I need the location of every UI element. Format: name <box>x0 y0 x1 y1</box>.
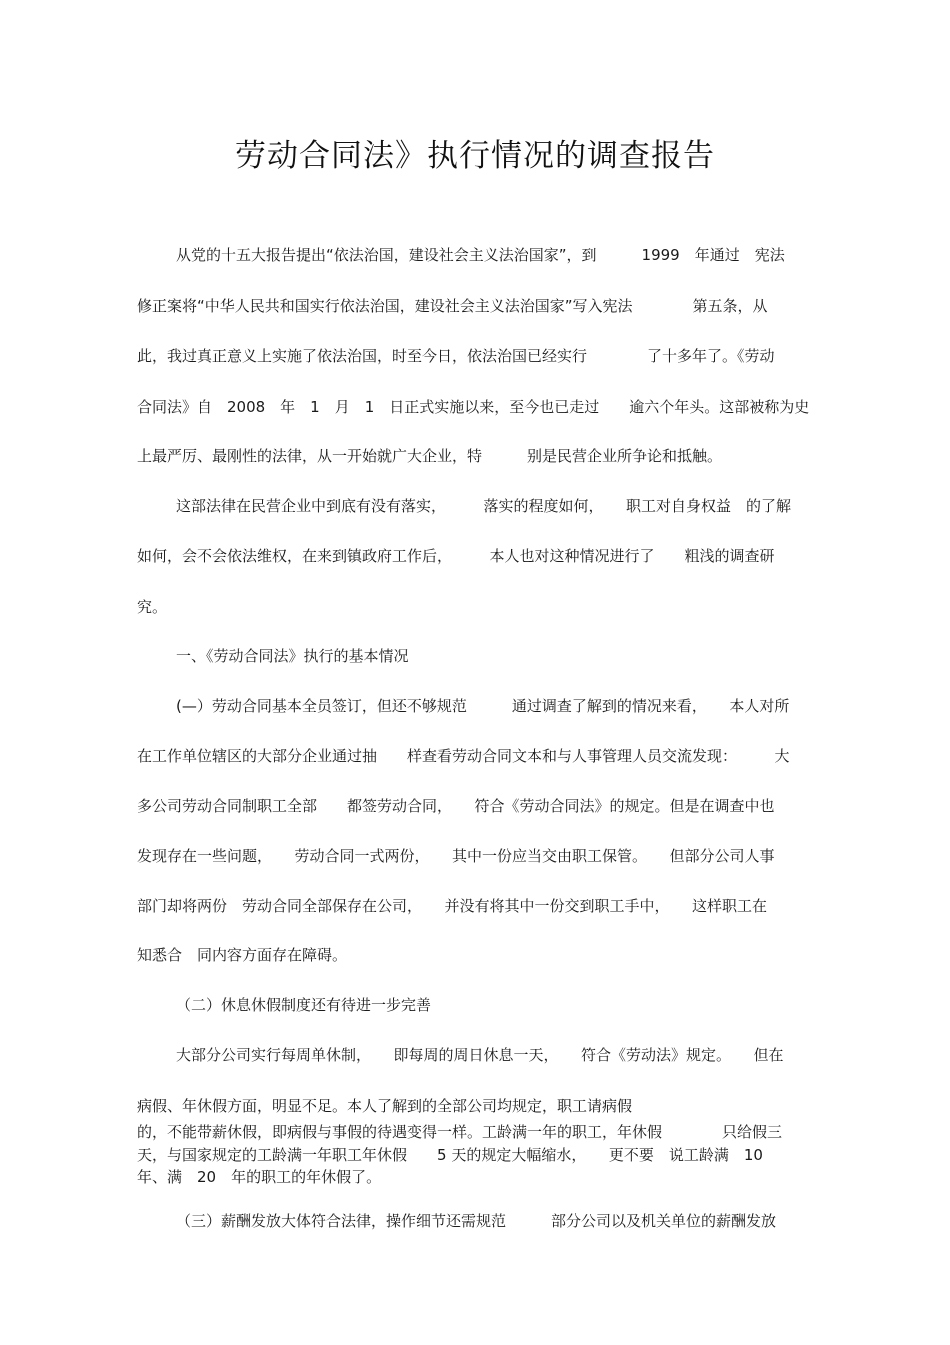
section-heading: （三）薪酬发放大体符合法律，操作细节还需规范 部分公司以及机关单位的薪酬发放 <box>176 1212 777 1230</box>
paragraph-line: 发现存在一些问题， 劳动合同一式两份， 其中一份应当交由职工保管。 但部分公司人事 <box>137 847 775 865</box>
section-heading: 一、《劳动合同法》执行的基本情况 <box>176 647 409 665</box>
paragraph-line: 大部分公司实行每周单休制， 即每周的周日休息一天， 符合《劳动法》规定。 但在 <box>176 1046 784 1064</box>
paragraph-line: 知悉合 同内容方面存在障碍。 <box>137 946 348 964</box>
paragraph-line: 多公司劳动合同制职工全部 都签劳动合同， 符合《劳动合同法》的规定。但是在调查中也 <box>137 797 775 815</box>
paragraph-line: 如何，会不会依法维权，在来到镇政府工作后， 本人也对这种情况进行了 粗浅的调查研 <box>137 547 775 565</box>
paragraph-line: 合同法》自 2008 年 1 月 1 日正式实施以来，至今也已走过 逾六个年头。这部被称为史 <box>137 398 810 416</box>
paragraph-line: 在工作单位辖区的大部分企业通过抽 样查看劳动合同文本和与人事管理人员交流发现： 大 <box>137 747 790 765</box>
paragraph-line: 的，不能带薪休假，即病假与事假的待遇变得一样。工龄满一年的职工，年休假 只给假三 <box>137 1123 783 1141</box>
paragraph-line: 天，与国家规定的工龄满一年职工年休假 5 天的规定大幅缩水， 更不要 说工龄满 10 <box>137 1146 763 1164</box>
paragraph-line: 年、满 20 年的职工的年休假了。 <box>137 1168 382 1186</box>
paragraph-line: 部门却将两份 劳动合同全部保存在公司， 并没有将其中一份交到职工手中， 这样职工在 <box>137 897 768 915</box>
paragraph-line: 从党的十五大报告提出“依法治国，建设社会主义法治国家”，到 1999 年通过 宪法 <box>176 246 785 264</box>
document-title: 劳动合同法》执行情况的调查报告 <box>235 138 715 174</box>
paragraph-line: 上最严厉、最刚性的法律，从一开始就广大企业，特 别是民营企业所争论和抵触。 <box>137 447 723 465</box>
paragraph-line: 病假、年休假方面，明显不足。本人了解到的全部公司均规定，职工请病假 <box>137 1097 633 1115</box>
paragraph-line: (—）劳动合同基本全员签订，但还不够规范 通过调查了解到的情况来看， 本人对所 <box>176 697 790 715</box>
paragraph-line: 这部法律在民营企业中到底有没有落实， 落实的程度如何， 职工对自身权益 的了解 <box>176 497 792 515</box>
paragraph-line: 修正案将“中华人民共和国实行依法治国，建设社会主义法治国家”写入宪法 第五条，从 <box>137 297 768 315</box>
paragraph-line: 究。 <box>137 598 168 616</box>
paragraph-line: 此，我过真正意义上实施了依法治国，时至今日，依法治国已经实行 了十多年了。《劳动 <box>137 347 775 365</box>
section-heading: （二）休息休假制度还有待进一步完善 <box>176 996 432 1014</box>
